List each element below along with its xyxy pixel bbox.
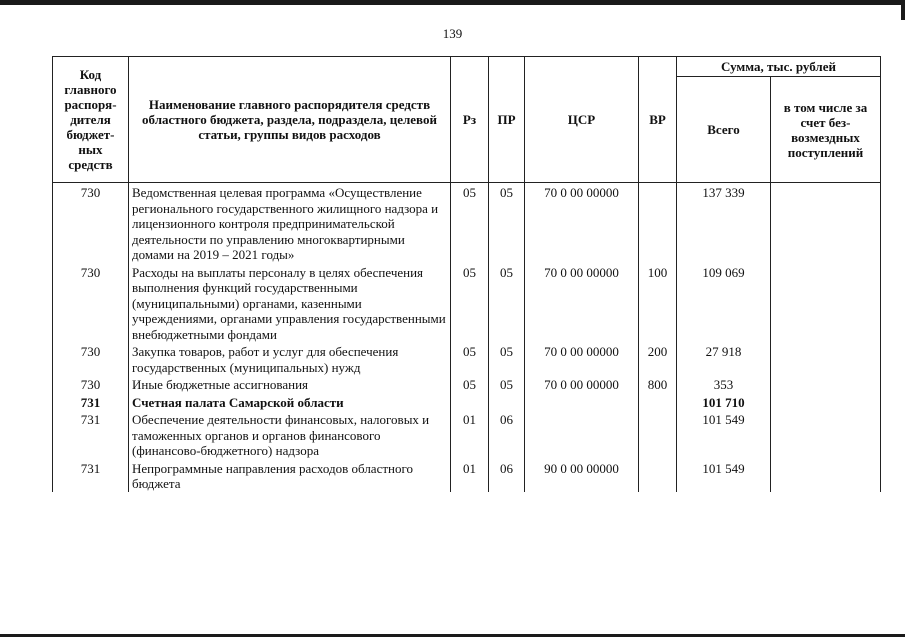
top-border bbox=[0, 0, 905, 5]
cell-total: 101 710 bbox=[677, 393, 771, 411]
cell-vr bbox=[639, 459, 677, 492]
cell-incl bbox=[771, 342, 881, 375]
cell-csr: 70 0 00 00000 bbox=[525, 263, 639, 343]
budget-table bbox=[52, 56, 881, 492]
page-number: 139 bbox=[442, 26, 463, 41]
cell-incl bbox=[771, 393, 881, 411]
cell-code: 731 bbox=[53, 393, 129, 411]
table-body bbox=[53, 183, 881, 492]
cell-code: 730 bbox=[53, 342, 129, 375]
cell-code: 730 bbox=[53, 183, 129, 263]
cell-vr: 100 bbox=[639, 263, 677, 343]
table-row bbox=[53, 183, 881, 263]
bottom-border bbox=[0, 634, 905, 637]
cell-incl bbox=[771, 459, 881, 492]
cell-pr: 05 bbox=[489, 263, 525, 343]
header-total: Всего bbox=[677, 77, 771, 183]
cell-name: Счетная палата Самарской области bbox=[129, 393, 451, 411]
cell-pr: 05 bbox=[489, 183, 525, 263]
top-right-border bbox=[901, 0, 905, 20]
cell-rz: 05 bbox=[451, 183, 489, 263]
cell-name: Расходы на выплаты персоналу в целях обеспечения выполнения функций государственными (муниципальными) органами, казенными учреждениями, органами управления государственными внебюджетными фондами bbox=[129, 263, 451, 343]
cell-name: Иные бюджетные ассигнования bbox=[129, 375, 451, 393]
cell-total: 137 339 bbox=[677, 183, 771, 263]
cell-incl bbox=[771, 375, 881, 393]
cell-vr: 200 bbox=[639, 342, 677, 375]
cell-code: 730 bbox=[53, 375, 129, 393]
cell-pr: 06 bbox=[489, 410, 525, 459]
cell-pr: 05 bbox=[489, 342, 525, 375]
header-rz: Рз bbox=[451, 57, 489, 183]
table-row bbox=[53, 393, 881, 411]
cell-csr bbox=[525, 410, 639, 459]
header-sum: Сумма, тыс. рублей bbox=[677, 57, 881, 77]
table-row bbox=[53, 410, 881, 459]
cell-name: Непрограммные направления расходов областного бюджета bbox=[129, 459, 451, 492]
cell-pr bbox=[489, 393, 525, 411]
cell-name: Закупка товаров, работ и услуг для обеспечения государственных (муниципальных) нужд bbox=[129, 342, 451, 375]
cell-code: 731 bbox=[53, 459, 129, 492]
cell-rz bbox=[451, 393, 489, 411]
cell-incl bbox=[771, 183, 881, 263]
cell-vr bbox=[639, 410, 677, 459]
header-name: Наименование главного распорядителя средств областного бюджета, раздела, подраздела, целевой статьи, группы видов расходов bbox=[129, 57, 451, 183]
header-incl: в том числе за счет без-возмездных поступлений bbox=[771, 77, 881, 183]
table-row bbox=[53, 459, 881, 492]
cell-total: 109 069 bbox=[677, 263, 771, 343]
cell-vr: 800 bbox=[639, 375, 677, 393]
cell-code: 730 bbox=[53, 263, 129, 343]
cell-code: 731 bbox=[53, 410, 129, 459]
cell-incl bbox=[771, 410, 881, 459]
cell-rz: 05 bbox=[451, 263, 489, 343]
cell-csr: 90 0 00 00000 bbox=[525, 459, 639, 492]
cell-total: 101 549 bbox=[677, 459, 771, 492]
cell-total: 27 918 bbox=[677, 342, 771, 375]
cell-csr bbox=[525, 393, 639, 411]
header-vr: ВР bbox=[639, 57, 677, 183]
cell-rz: 05 bbox=[451, 342, 489, 375]
cell-csr: 70 0 00 00000 bbox=[525, 375, 639, 393]
cell-incl bbox=[771, 263, 881, 343]
header-csr: ЦСР bbox=[525, 57, 639, 183]
cell-vr bbox=[639, 183, 677, 263]
cell-rz: 01 bbox=[451, 459, 489, 492]
cell-name: Обеспечение деятельности финансовых, налоговых и таможенных органов и органов финансового (финансово-бюджетного) надзора bbox=[129, 410, 451, 459]
cell-total: 353 bbox=[677, 375, 771, 393]
cell-rz: 01 bbox=[451, 410, 489, 459]
table-row bbox=[53, 263, 881, 343]
cell-csr: 70 0 00 00000 bbox=[525, 342, 639, 375]
header-code: Код главного распоря-дителя бюджет-ных средств bbox=[53, 57, 129, 183]
cell-total: 101 549 bbox=[677, 410, 771, 459]
cell-pr: 05 bbox=[489, 375, 525, 393]
cell-vr bbox=[639, 393, 677, 411]
table-row bbox=[53, 342, 881, 375]
cell-rz: 05 bbox=[451, 375, 489, 393]
header-pr: ПР bbox=[489, 57, 525, 183]
cell-pr: 06 bbox=[489, 459, 525, 492]
table-row bbox=[53, 375, 881, 393]
cell-csr: 70 0 00 00000 bbox=[525, 183, 639, 263]
cell-name: Ведомственная целевая программа «Осуществление регионального государственного жилищного надзора и лицензионного контроля предпринимательской деятельности по управлению многоквартирными домами на 2019 – 2021 годы» bbox=[129, 183, 451, 263]
